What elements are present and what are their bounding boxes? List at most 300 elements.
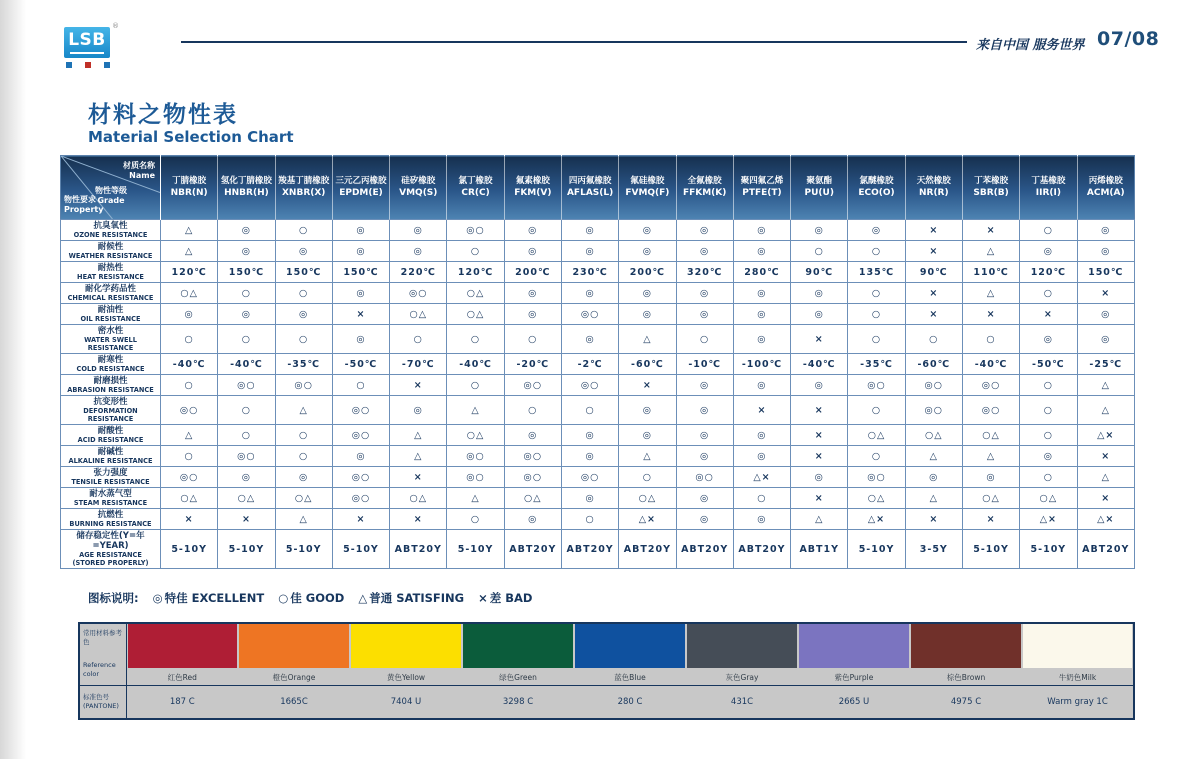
table-cell: ◎○ [332,488,389,509]
table-cell: △ [390,446,447,467]
table-row [61,425,1135,446]
column-header-SBR(B): 丁苯橡胶 SBR(B) [962,156,1019,220]
table-cell: ◎ [1020,325,1077,354]
table-cell: ABT20Y [676,530,733,569]
table-cell: ◎ [733,220,790,241]
row-label: 抗臭氧性 OZONE RESISTANCE [61,220,161,241]
header-slogan: 来自中国 服务世界 [976,38,1085,53]
table-cell: -35℃ [848,354,905,375]
page-number: 07/08 [1097,28,1160,50]
table-cell: △ [619,325,676,354]
table-cell: ◎ [275,241,332,262]
pantone-code: Warm gray 1C [1022,685,1134,719]
table-cell: ◎ [561,425,618,446]
table-cell: -60℃ [619,354,676,375]
table-cell: ◎ [561,446,618,467]
table-cell: ○ [447,325,504,354]
table-cell: -2℃ [561,354,618,375]
color-name: 牛奶色Milk [1058,673,1097,682]
table-cell: △ [905,446,962,467]
pantone-code: 187 C [126,685,238,719]
table-cell: ○△ [447,304,504,325]
table-cell: ○ [447,375,504,396]
table-cell: 5-10Y [332,530,389,569]
table-cell: ◎ [561,488,618,509]
table-cell: 150℃ [1077,262,1135,283]
table-cell: ○ [504,396,561,425]
table-cell: -40℃ [791,354,848,375]
table-cell: 120℃ [161,262,218,283]
table-cell: × [905,509,962,530]
table-cell: ◎ [791,375,848,396]
table-cell: ◎ [390,220,447,241]
table-cell: ○ [905,325,962,354]
color-name: 红色Red [167,673,197,682]
legend-label: 图标说明: [88,591,139,605]
table-cell: ◎ [561,241,618,262]
table-cell: ◎ [619,220,676,241]
table-cell: △ [962,446,1019,467]
table-cell: △ [161,425,218,446]
table-cell: -20℃ [504,354,561,375]
row-label: 抗变形性 DEFORMATION RESISTANCE [61,396,161,425]
table-cell: ○ [275,220,332,241]
table-cell: △× [619,509,676,530]
table-cell: × [390,375,447,396]
table-cell: × [962,304,1019,325]
reference-color-table [78,622,1135,720]
column-header-NBR(N): 丁腈橡胶 NBR(N) [161,156,218,220]
table-row [61,354,1135,375]
color-column [238,623,350,685]
reference-color-header: 常用材料参考色 Reference color [79,623,126,685]
table-cell: ◎○ [332,396,389,425]
table-cell: × [1020,304,1077,325]
table-row [61,220,1135,241]
table-cell: ◎○ [332,467,389,488]
table-cell: ◎ [733,283,790,304]
table-cell: × [733,396,790,425]
table-cell: △× [1077,509,1135,530]
table-cell: ◎ [619,241,676,262]
color-name: 棕色Brown [946,673,986,682]
table-cell: ◎ [619,396,676,425]
column-header-IIR(I): 丁基橡胶 IIR(I) [1020,156,1077,220]
table-cell: ◎○ [962,396,1019,425]
table-cell: ◎ [905,467,962,488]
color-column [1022,623,1134,685]
table-cell: ○ [1020,375,1077,396]
table-cell: × [905,241,962,262]
corner-label-grade: 物性等级 Grade [95,186,127,205]
table-cell: ◎ [504,241,561,262]
column-header-VMQ(S): 硅矽橡胶 VMQ(S) [390,156,447,220]
table-cell: △ [962,283,1019,304]
legend-item: △ 普通 SATISFING [358,591,465,605]
table-cell: ◎ [676,375,733,396]
column-header-FFKM(K): 全氟橡胶 FFKM(K) [676,156,733,220]
table-cell: ○ [848,446,905,467]
table-cell: 90℃ [791,262,848,283]
logo-text: LSB [68,30,106,50]
table-cell: ○ [161,375,218,396]
row-label: 耐水蒸气型 STEAM RESISTANCE [61,488,161,509]
table-cell: △ [619,446,676,467]
table-cell: ◎ [619,283,676,304]
table-cell: 5-10Y [447,530,504,569]
table-cell: ○ [275,446,332,467]
color-swatch [351,624,461,668]
table-row [61,262,1135,283]
column-header-AFLAS(L): 四丙氟橡胶 AFLAS(L) [561,156,618,220]
table-cell: △ [161,220,218,241]
table-cell: ◎ [676,425,733,446]
table-cell: ◎ [733,425,790,446]
pantone-code: 1665C [238,685,350,719]
table-cell: ◎○ [218,375,275,396]
table-cell: ABT1Y [791,530,848,569]
table-cell: ◎ [332,446,389,467]
table-cell: ◎ [791,283,848,304]
table-cell: ◎ [1077,304,1135,325]
lsb-logo [64,27,110,58]
table-cell: △ [905,488,962,509]
table-cell: ◎ [676,509,733,530]
pantone-code: 3298 C [462,685,574,719]
pantone-code: 431C [686,685,798,719]
table-cell: × [161,509,218,530]
table-cell: ◎ [676,304,733,325]
table-cell: 5-10Y [1020,530,1077,569]
table-cell: -100℃ [733,354,790,375]
table-row [61,325,1135,354]
table-cell: ABT20Y [619,530,676,569]
table-cell: ○ [161,446,218,467]
table-cell: △× [733,467,790,488]
table-cell: 230℃ [561,262,618,283]
table-cell: ○ [218,325,275,354]
table-cell: ○△ [619,488,676,509]
table-row [61,446,1135,467]
column-header-EPDM(E): 三元乙丙橡胶 EPDM(E) [332,156,389,220]
table-cell: ◎ [561,283,618,304]
table-cell: 5-10Y [161,530,218,569]
row-label: 耐碱性 ALKALINE RESISTANCE [61,446,161,467]
table-cell: ○△ [390,304,447,325]
table-cell: 5-10Y [962,530,1019,569]
table-cell: ◎○ [848,375,905,396]
table-cell: × [791,396,848,425]
table-cell: ○ [447,509,504,530]
table-row [61,509,1135,530]
table-cell: × [791,488,848,509]
legend-item: × 差 BAD [478,591,533,605]
logo-subtext [66,62,110,68]
table-cell: -40℃ [218,354,275,375]
table-cell: ○ [447,241,504,262]
table-cell: ○ [848,241,905,262]
table-cell: ◎○ [161,467,218,488]
table-cell: ◎ [504,220,561,241]
table-cell: ◎ [1077,241,1135,262]
table-cell: ABT20Y [733,530,790,569]
table-cell: ◎ [676,241,733,262]
table-cell: × [390,467,447,488]
column-header-NR(R): 天然橡胶 NR(R) [905,156,962,220]
column-header-FKM(V): 氟素橡胶 FKM(V) [504,156,561,220]
table-cell: ◎○ [504,467,561,488]
table-cell: ◎○ [504,446,561,467]
row-label: 耐磨损性 ABRASION RESISTANCE [61,375,161,396]
table-cell: ○△ [161,488,218,509]
table-cell: × [905,283,962,304]
table-cell: × [218,509,275,530]
color-swatch [1023,624,1132,668]
table-cell: ◎ [676,488,733,509]
table-cell: 150℃ [218,262,275,283]
table-cell: ◎ [504,509,561,530]
table-cell: ◎ [619,304,676,325]
table-cell: ○△ [848,488,905,509]
table-cell: 5-10Y [218,530,275,569]
table-row [61,241,1135,262]
registered-mark-icon: ® [112,22,119,30]
table-cell: ◎○ [962,375,1019,396]
color-column [462,623,574,685]
table-cell: △ [791,509,848,530]
table-cell: -40℃ [161,354,218,375]
table-cell: ABT20Y [390,530,447,569]
table-cell: ◎○ [332,425,389,446]
table-cell: 120℃ [447,262,504,283]
table-cell: ○ [218,396,275,425]
table-cell: 5-10Y [848,530,905,569]
table-cell: ◎ [676,446,733,467]
color-swatch [463,624,573,668]
table-cell: 110℃ [962,262,1019,283]
column-header-XNBR(X): 羧基丁腈橡胶 XNBR(X) [275,156,332,220]
table-cell: ○ [619,467,676,488]
table-cell: × [1077,446,1135,467]
table-cell: 220℃ [390,262,447,283]
column-header-ACM(A): 丙烯橡胶 ACM(A) [1077,156,1135,220]
row-label: 耐寒性 COLD RESISTANCE [61,354,161,375]
table-cell: ○ [275,325,332,354]
table-cell: ○△ [504,488,561,509]
table-cell: ◎ [791,220,848,241]
table-cell: 280℃ [733,262,790,283]
table-cell: ◎○ [161,396,218,425]
color-name: 灰色Gray [725,673,759,682]
table-cell: ◎ [1020,446,1077,467]
row-label: 耐酸性 ACID RESISTANCE [61,425,161,446]
color-column [574,623,686,685]
table-cell: ◎○ [390,283,447,304]
table-cell: × [962,220,1019,241]
table-cell: ◎ [733,325,790,354]
table-cell: ○△ [1020,488,1077,509]
table-cell: ○ [733,488,790,509]
row-label: 抗燃性 BURNING RESISTANCE [61,509,161,530]
color-swatch [687,624,797,668]
table-cell: ○△ [962,425,1019,446]
table-cell: ◎ [791,304,848,325]
table-cell: ◎ [504,283,561,304]
table-cell: △ [447,488,504,509]
pantone-code: 7404 U [350,685,462,719]
table-cell: ◎ [275,467,332,488]
table-cell: 150℃ [332,262,389,283]
color-name: 绿色Green [499,673,537,682]
column-header-PU(U): 聚氨酯 PU(U) [791,156,848,220]
page-title-en: Material Selection Chart [88,128,294,146]
color-name: 黄色Yellow [386,673,426,682]
table-cell: ○△ [905,425,962,446]
table-cell: ○△ [848,425,905,446]
color-column [910,623,1022,685]
table-cell: ◎ [619,425,676,446]
color-swatch [911,624,1021,668]
table-cell: ○ [1020,396,1077,425]
logo-underline [70,52,104,54]
table-cell: ○ [275,425,332,446]
table-cell: -35℃ [275,354,332,375]
table-cell: ◎○ [561,467,618,488]
table-cell: ◎ [848,220,905,241]
pantone-code: 4975 C [910,685,1022,719]
table-cell: ◎ [390,241,447,262]
color-name: 蓝色Blue [614,673,646,682]
table-row [61,396,1135,425]
color-column [126,623,238,685]
color-swatch [128,624,238,668]
table-cell: -50℃ [1020,354,1077,375]
table-cell: -50℃ [332,354,389,375]
legend-item: ◎ 特佳 EXCELLENT [152,591,265,605]
table-cell: -60℃ [905,354,962,375]
table-cell: ◎○ [218,446,275,467]
table-cell: △ [275,396,332,425]
table-cell: ○△ [161,283,218,304]
table-cell: ◎ [561,220,618,241]
table-cell: ◎ [733,375,790,396]
header-rule [181,41,967,43]
row-label: 张力强度 TENSILE RESISTANCE [61,467,161,488]
table-cell: 320℃ [676,262,733,283]
table-cell: × [390,509,447,530]
table-cell: △ [1077,375,1135,396]
table-cell: ○ [561,509,618,530]
row-label: 耐油性 OIL RESISTANCE [61,304,161,325]
legend-item: ○ 佳 GOOD [278,591,345,605]
table-cell: ◎○ [905,396,962,425]
table-cell: ◎ [332,325,389,354]
corner-label-name: 材质名称 Name [123,161,155,180]
row-label: 耐候性 WEATHER RESISTANCE [61,241,161,262]
table-cell: ○ [848,325,905,354]
table-cell: × [332,304,389,325]
table-cell: ○ [1020,425,1077,446]
table-cell: 200℃ [504,262,561,283]
table-cell: ◎ [962,467,1019,488]
table-row [61,375,1135,396]
table-cell: ○△ [275,488,332,509]
table-cell: ◎ [504,304,561,325]
table-cell: 5-10Y [275,530,332,569]
table-cell: △ [390,425,447,446]
table-cell: ◎ [218,304,275,325]
table-cell: 150℃ [275,262,332,283]
table-cell: × [1077,488,1135,509]
table-cell: ○ [962,325,1019,354]
table-cell: ABT20Y [1077,530,1135,569]
table-cell: ○ [848,304,905,325]
table-cell: × [905,220,962,241]
table-cell: ◎○ [447,446,504,467]
table-cell: △× [1020,509,1077,530]
pantone-label: 标准色号(PANTONE) [79,685,126,719]
table-cell: × [1077,283,1135,304]
column-header-PTFE(T): 聚四氟乙烯 PTFE(T) [733,156,790,220]
table-cell: △ [447,396,504,425]
table-cell: ◎ [161,304,218,325]
table-cell: ◎○ [676,467,733,488]
table-cell: × [962,509,1019,530]
table-cell: ◎○ [504,375,561,396]
table-corner-cell [61,156,161,220]
table-cell: ◎○ [848,467,905,488]
pantone-code: 2665 U [798,685,910,719]
table-cell: ○ [218,425,275,446]
table-cell: ○△ [447,283,504,304]
color-swatch [575,624,685,668]
table-cell: ○ [1020,467,1077,488]
table-cell: ◎ [676,283,733,304]
row-label: 密水性 WATER SWELL RESISTANCE [61,325,161,354]
table-cell: △ [275,509,332,530]
table-cell: ◎ [733,446,790,467]
table-cell: × [791,325,848,354]
table-cell: ○ [504,325,561,354]
table-cell: ◎ [332,241,389,262]
table-cell: × [791,446,848,467]
table-cell: ○ [791,241,848,262]
color-name: 紫色Purple [834,673,874,682]
table-cell: -40℃ [447,354,504,375]
table-cell: ○ [561,396,618,425]
color-name: 橙色Orange [272,673,316,682]
table-cell: ○△ [390,488,447,509]
column-header-CR(C): 氯丁橡胶 CR(C) [447,156,504,220]
column-header-HNBR(H): 氢化丁腈橡胶 HNBR(H) [218,156,275,220]
table-cell: ◎ [332,220,389,241]
color-swatch [239,624,349,668]
table-cell: 120℃ [1020,262,1077,283]
table-cell: 200℃ [619,262,676,283]
table-cell: △ [1077,396,1135,425]
pantone-row [79,685,1134,719]
table-row [61,488,1135,509]
material-selection-table [60,155,1135,569]
table-cell: ○ [332,375,389,396]
table-cell: ◎ [504,425,561,446]
table-cell: ◎ [676,220,733,241]
row-label: 储存稳定性(Y=年=YEAR) AGE RESISTANCE (STORED PROPERLY) [61,530,161,569]
table-cell: ◎ [218,220,275,241]
table-row [61,283,1135,304]
table-cell: ○ [848,396,905,425]
table-row [61,467,1135,488]
